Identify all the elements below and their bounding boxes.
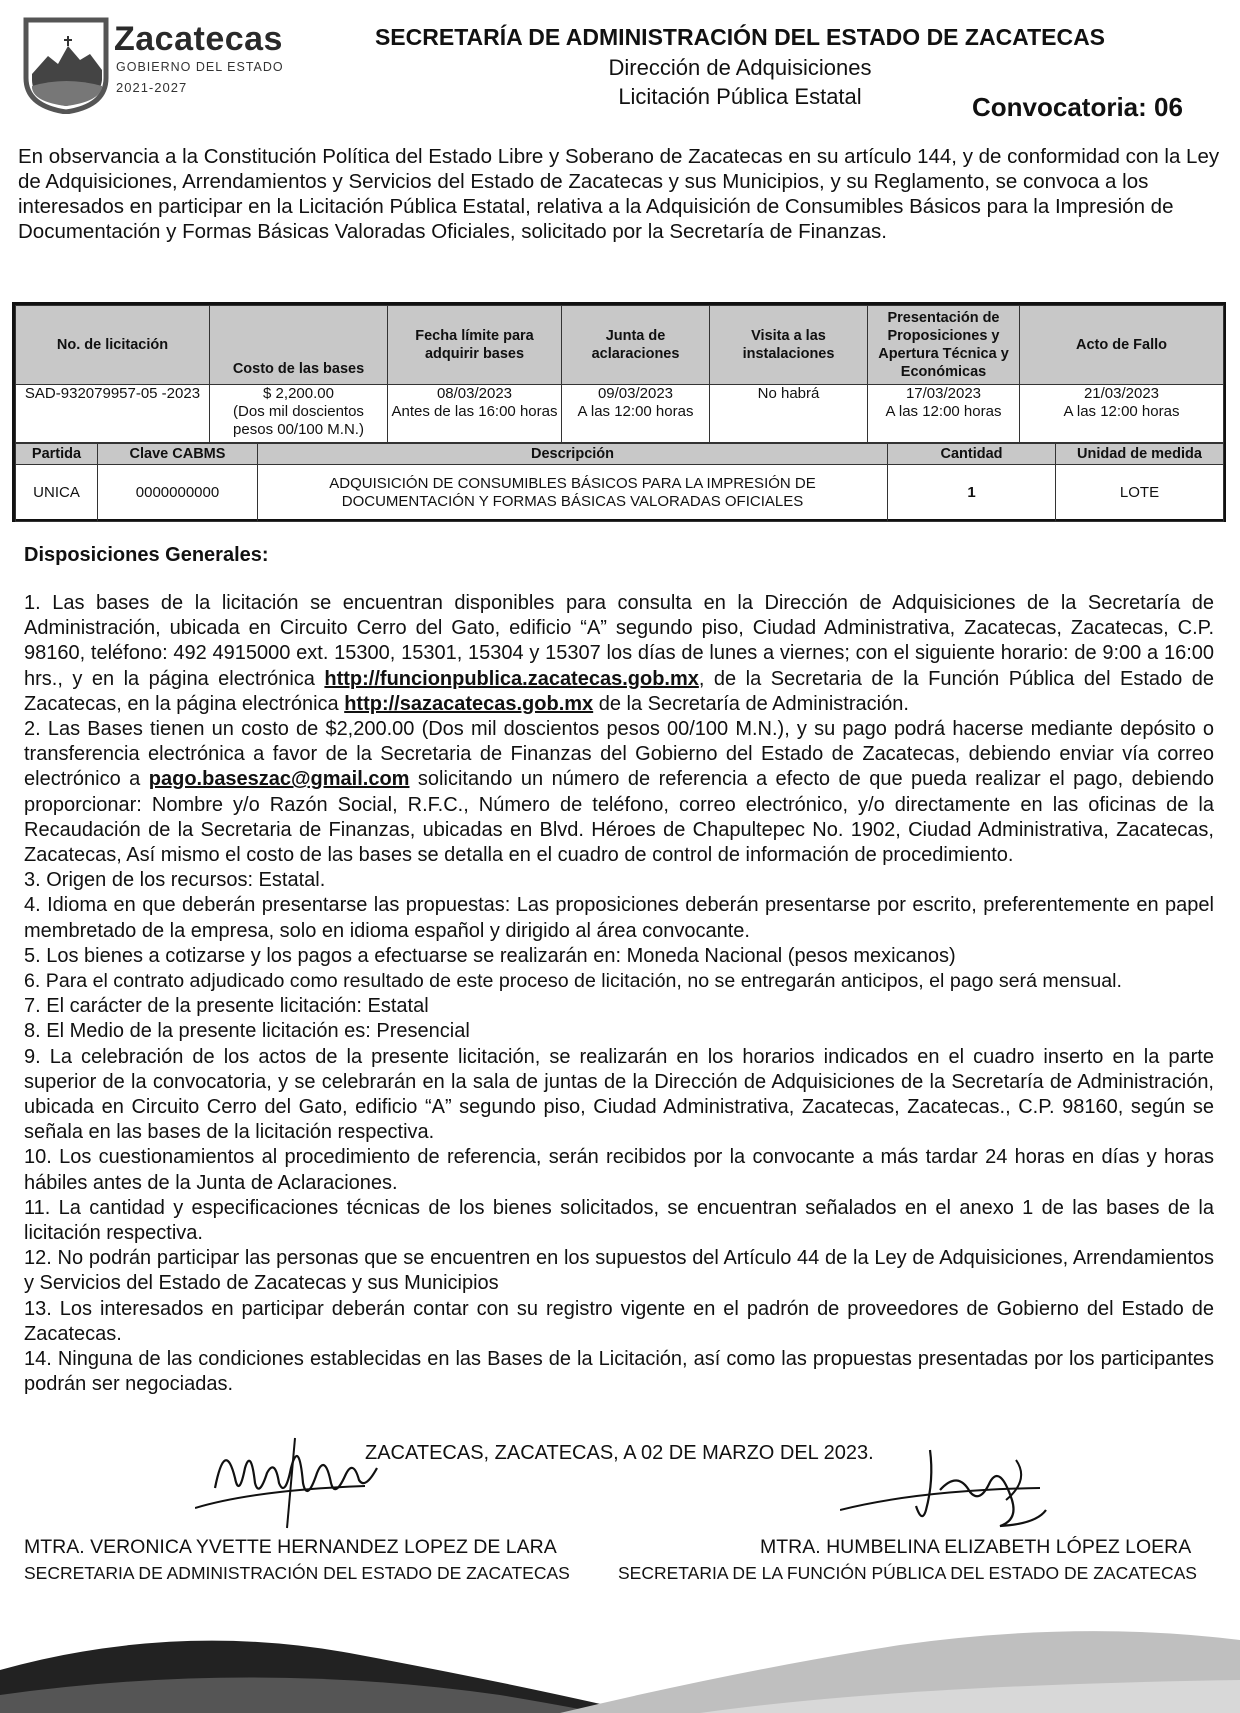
disposicion-item-12: 12. No podrán participar las personas que se encuentren en los supuestos del Artículo 44 de la Ley de Adquisiciones, Arrendamientos y Servicios del Estado de Zacatecas y sus Municipios (24, 1247, 1214, 1295)
email-link[interactable]: pago.baseszac@gmail.com (148, 768, 410, 791)
costo-text: (Dos mil doscientos pesos 00/100 M.N.) (233, 403, 364, 438)
disposicion-item-5: 5. Los bienes a cotizarse y los pagos a efectuarse se realizarán en: Moneda Nacional (pesos mexicanos) (24, 944, 956, 967)
disposicion-item-2: 2. Las Bases tienen un costo de $2,200.00 (Dos mil doscientos pesos 00/100 M.N.), y su pago podrá hacerse mediante depósito o transferencia electrónica a favor de la Secretaria de Finanzas del Gobierno del Estado de Zacatecas, debiendo enviar vía correo electrónico a pago.baseszac@gmail.com solicitando un número de referencia a efecto de que pueda realizar el pago, debiendo proporcionar: Nombre y/o Razón Social, R.F.C., Número de teléfono, correo electrónico, y/o directamente en las oficinas de la Recaudación de la Secretaria de Finanzas, ubicadas en Blvd. Héroes de Chapultepec No. 1902, Ciudad Administrativa, Zacatecas, Zacatecas, Así mismo el costo de las bases se detalla en el cuadro de control de información de procedimiento. (24, 718, 1214, 867)
brand-subtitle: GOBIERNO DEL ESTADO (116, 60, 284, 74)
fecha-limite-date: 08/03/2023 (436, 385, 513, 402)
funcionpublica-link[interactable]: http://funcionpublica.zacatecas.gob.mx (324, 667, 699, 690)
disposicion-item-8: 8. El Medio de la presente licitación es: Presencial (24, 1020, 470, 1043)
cell-cantidad: 1 (888, 465, 1056, 522)
presentacion-time: A las 12:00 horas (885, 403, 1002, 420)
licitacion-schedule-table (15, 305, 1224, 443)
signatory-2-role: SECRETARIA DE LA FUNCIÓN PÚBLICA DEL ESTADO DE ZACATECAS (618, 1563, 1197, 1583)
disposicion-item-1: 1. Las bases de la licitación se encuentran disponibles para consulta en la Dirección de Adquisiciones de la Secretaría de Administración, ubicada en Circuito Cerro del Gato, edificio “A” segundo piso, Ciudad Administrativa, Zacatecas, Zacatecas, C.P. 98160, teléfono: 492 4915000 ext. 15300, 15301, 15304 y 15307 los días de lunes a viernes; con el siguiente horario: de 9:00 a 16:00 hrs., y en la página electrónica http://funcionpublica.zacatecas.gob.mx, de la Secretaria de la Función Pública del Estado de Zacatecas, en la página electrónica http://sazacatecas.gob.mx de la Secretaría de Administración. (24, 592, 1214, 715)
col-header-visita: Visita a las instalaciones (710, 306, 868, 385)
cell-partida: UNICA (16, 465, 98, 522)
col-header-unidad: Unidad de medida (1056, 444, 1224, 465)
disposicion-item-6: 6. Para el contrato adjudicado como resultado de este proceso de licitación, no se entregarán anticipos, el pago será mensual. (24, 970, 1122, 993)
col-header-partida: Partida (16, 444, 98, 465)
col-header-costo: Costo de las bases (210, 306, 388, 385)
convocatoria-number: Convocatoria: 06 (972, 92, 1183, 122)
licitacion-table (12, 302, 1226, 522)
disposicion-item-7: 7. El carácter de la presente licitación: Estatal (24, 995, 429, 1018)
col-header-junta: Junta de aclaraciones (562, 306, 710, 385)
header-subtitle-licitacion: Licitación Pública Estatal (618, 84, 862, 109)
cell-visita: No habrá (710, 385, 868, 443)
col-header-fecha-limite: Fecha límite para adquirir bases (388, 306, 562, 385)
place-date: ZACATECAS, ZACATECAS, A 02 DE MARZO DEL 2023. (365, 1442, 874, 1464)
cell-costo (210, 385, 388, 443)
col-header-clave: Clave CABMS (98, 444, 258, 465)
costo-amount: $ 2,200.00 (263, 385, 334, 402)
disposicion-item-14: 14. Ninguna de las condiciones establecidas en las Bases de la Licitación, así como las propuestas presentadas por los participantes podrán ser negociadas. (24, 1348, 1214, 1396)
cell-unidad: LOTE (1056, 465, 1224, 522)
fallo-date: 21/03/2023 (1083, 385, 1160, 402)
disposicion-item-3: 3. Origen de los recursos: Estatal. (24, 869, 326, 892)
zacatecas-shield-logo (22, 16, 110, 114)
partida-table (15, 443, 1224, 522)
intro-paragraph: En observancia a la Constitución Política del Estado Libre y Soberano de Zacatecas en su artículo 144, y de conformidad con la Ley de Adquisiciones, Arrendamientos y Servicios del Estado de Zacatecas y sus Municipios, y su Reglamento, se convoca a los interesados en participar en la Licitación Pública Estatal, relativa a la Adquisición de Consumibles Básicos para la Impresión de Documentación y Formas Básicas Valoradas Oficiales, solicitado por la Secretaría de Finanzas. (18, 145, 1220, 243)
col-header-licitacion: No. de licitación (16, 306, 210, 385)
col-header-presentacion: Presentación de Proposiciones y Apertura Técnica y Económicas (868, 306, 1020, 385)
brand-name: Zacatecas (114, 20, 283, 58)
footer-decorative-band (0, 1600, 1240, 1713)
brand-years: 2021-2027 (116, 80, 188, 95)
signatory-1-name: MTRA. VERONICA YVETTE HERNANDEZ LOPEZ DE LARA (24, 1536, 557, 1558)
cell-fallo (1020, 385, 1224, 443)
fallo-time: A las 12:00 horas (1063, 403, 1180, 420)
disposicion-item-4: 4. Idioma en que deberán presentarse las propuestas: Las proposiciones deberán presentarse por escrito, preferentemente en papel membretado de la empresa, solo en idioma español y dirigido al área convocante. (24, 894, 1214, 942)
cell-clave: 0000000000 (98, 465, 258, 522)
sazacatecas-link[interactable]: http://sazacatecas.gob.mx (344, 692, 594, 715)
cell-fecha-limite (388, 385, 562, 443)
col-header-descripcion: Descripción (258, 444, 888, 465)
signature-1-handwritten (195, 1428, 395, 1538)
junta-time: A las 12:00 horas (577, 403, 694, 420)
disposiciones-list (24, 591, 1214, 1398)
col-header-fallo: Acto de Fallo (1020, 306, 1224, 385)
col-header-cantidad: Cantidad (888, 444, 1056, 465)
disposiciones-title: Disposiciones Generales: (24, 544, 269, 566)
signature-2-handwritten (840, 1440, 1065, 1540)
cell-descripcion: ADQUISICIÓN DE CONSUMIBLES BÁSICOS PARA LA IMPRESIÓN DE DOCUMENTACIÓN Y FORMAS BÁSICAS VALORADAS OFICIALES (258, 465, 888, 522)
fecha-limite-time: Antes de las 16:00 horas (391, 403, 558, 420)
header-subtitle-direccion: Dirección de Adquisiciones (608, 55, 872, 80)
cell-presentacion (868, 385, 1020, 443)
junta-date: 09/03/2023 (597, 385, 674, 402)
cell-licitacion: SAD-932079957-05 -2023 (16, 385, 210, 443)
presentacion-date: 17/03/2023 (905, 385, 982, 402)
disposicion-item-13: 13. Los interesados en participar deberán contar con su registro vigente en el padrón de proveedores de Gobierno del Estado de Zacatecas. (24, 1297, 1214, 1345)
disposicion-item-10: 10. Los cuestionamientos al procedimiento de referencia, serán recibidos por la convocante a más tardar 24 horas en días y horas hábiles antes de la Junta de Aclaraciones. (24, 1146, 1214, 1194)
disposicion-item-11: 11. La cantidad y especificaciones técnicas de los bienes solicitados, se encuentran señalados en el anexo 1 de las bases de la licitación respectiva. (24, 1196, 1214, 1245)
header-title: SECRETARÍA DE ADMINISTRACIÓN DEL ESTADO DE ZACATECAS (374, 24, 1106, 50)
signatory-2-name: MTRA. HUMBELINA ELIZABETH LÓPEZ LOERA (760, 1536, 1192, 1558)
signatory-1-role: SECRETARIA DE ADMINISTRACIÓN DEL ESTADO DE ZACATECAS (24, 1563, 570, 1583)
cell-junta (562, 385, 710, 443)
disposicion-item-9: 9. La celebración de los actos de la presente licitación, se realizarán en los horarios indicados en el cuadro inserto en la parte superior de la convocatoria, y se celebrarán en la sala de juntas de la Dirección de Adquisiciones de la Secretaría de Administración, ubicada en Circuito Cerro del Gato, edificio “A” segundo piso, Ciudad Administrativa, Zacatecas, Zacatecas., C.P. 98160, según se señala en las bases de la licitación respectiva. (24, 1045, 1214, 1144)
